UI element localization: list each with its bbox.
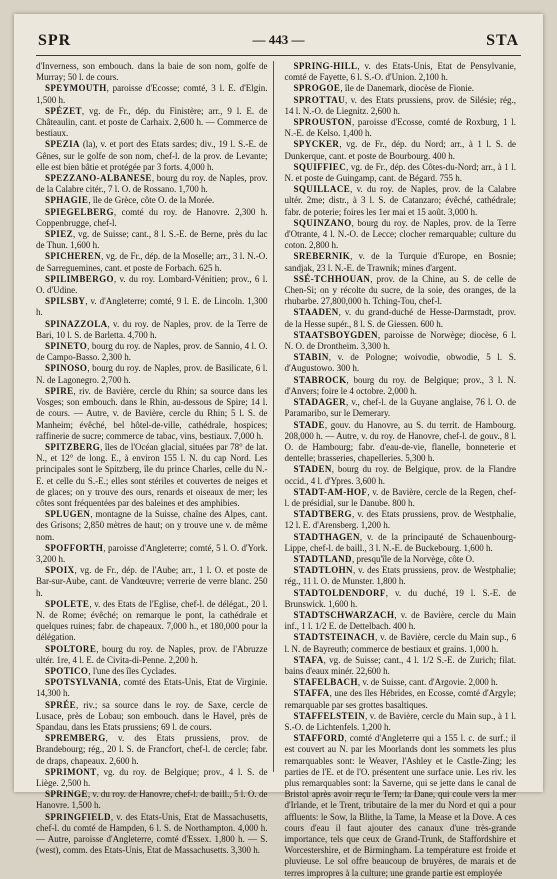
entry-headword: SPRINGE (45, 789, 88, 800)
entry-text: , paroisse d'Angleterre; comté, 5 l. O. d'York. 3,200 h. (36, 542, 268, 564)
entry-headword: SPOTICO (45, 665, 89, 676)
dictionary-entry (36, 565, 268, 599)
dictionary-entry (285, 274, 517, 308)
entry-headword: STAFFA (293, 688, 330, 699)
header-rule (36, 55, 521, 56)
entry-headword: SPICHEREN (45, 251, 102, 262)
dictionary-entry (285, 184, 517, 218)
dictionary-entry (285, 95, 517, 117)
entry-headword: STADAGER (293, 397, 347, 408)
entry-headword: STADTBERG (293, 509, 352, 520)
entry-headword: STADTLOHN (293, 565, 353, 576)
dictionary-entry (285, 61, 517, 83)
entry-text: , gouv. du Hanovre, au S. du territ. de Hambourg. 208,000 h. — Autre, v. du roy. de Hanovre, chef-l. de gouv., 8 l. O. de Hambourg; fabr. d'eau-de-vie, flanelle, bonneterie et dentelle; brasseries, chapelleries. 5,300 h. (284, 419, 516, 464)
dictionary-entry (36, 251, 268, 273)
entry-text: (la), v. et port des Etats sardes; div., 19 l. S.-E. de Gênes, sur le golfe de son nom, chef-l. de la prov. de Levante; elle est bien bâtie et protégée par 3 forts. 4,000 h. (36, 139, 268, 172)
entry-text: , v. de Bavière, cercle du Main sup., 6 l. N. de Bayreuth; commerce de bestiaux et grains. 1,000 h. (284, 632, 516, 654)
dictionary-entry (285, 251, 517, 273)
entry-headword: STAADEN (293, 307, 339, 318)
entry-headword: SQUIFFIEC (293, 161, 347, 172)
entry-headword: SPROGOE (293, 83, 341, 94)
entry-headword: SQUINZANO (293, 217, 352, 228)
entry-text: , v. de Pologne; woivodie, obwodie, 5 l. S. d'Augustowo. 300 h. (284, 352, 516, 374)
entry-headword: SPIEZ (45, 229, 74, 240)
dictionary-page (14, 14, 543, 878)
dictionary-entry (285, 688, 517, 710)
entry-text: , l'une des îles Cyclades. (88, 665, 177, 676)
entry-text: , v. des Etats prussiens, prov. de Brandebourg; rég., 20 l. S. de Francfort, chef-l. de cercle; fabr. de draps, chapeaux. 2,600 h. (36, 733, 268, 766)
dictionary-entry (36, 229, 268, 251)
entry-text: , v. du roy. de Hanovre, chef-l. de baill., 5 l. O. de Hanovre. 1,500 h. (36, 789, 268, 811)
entry-text: , vg. du roy. de Belgique; prov., 4 l. S. de Liège. 2,500 h. (36, 766, 268, 788)
entry-headword: SPITZBERG (45, 441, 101, 452)
entry-headword: STADTHAGEN (293, 531, 360, 542)
entry-text: , vg. de Fr., dép. de l'Aube; arr., 1 l. O. et poste de Bar-sur-Aube, cant. de Vandœuvre; verrerie de verre blanc. 250 h. (36, 565, 268, 598)
entry-headword: STADTSTEINACH (293, 632, 376, 643)
text-columns (36, 61, 521, 878)
dictionary-entry (285, 352, 517, 374)
entry-text: , vg. de Fr., dép. des Côtes-du-Nord; arr., à 1 l. N. et poste de Guingamp, cant. de Bégard. 755 h. (284, 161, 516, 184)
entry-headword: SQUILLACE (293, 184, 351, 195)
entry-headword: STAFELBACH (293, 677, 358, 688)
entry-headword: SPRIMONT (45, 766, 97, 777)
entry-text: , prov. de la Chine, au S. de celle de Chen-Si; on y récolte du sucre, de la soie, des oranges, de la rhubarbe. 27,800,000 h. Tching-Tou, chef-l. (284, 273, 516, 307)
entry-headword: STAFFORD (293, 733, 345, 744)
entry-headword: SPEZIA (45, 139, 80, 150)
entry-text: , v. des Etats prussiens, prov. de Westphalie, 12 l. E. d'Arensberg. 1,200 h. (284, 509, 516, 531)
dictionary-entry (36, 139, 268, 173)
entry-text: , montagne de la Suisse, chaîne des Alpes, cant. des Grisons; 2,850 mètres de haut; on y trouve une v. de même nom. (36, 509, 268, 542)
dictionary-entry (285, 397, 517, 419)
header-left-guide: SPR (38, 32, 72, 49)
dictionary-entry (285, 464, 517, 486)
entry-text: , bourg du roy. de Naples, prov. de la Terre d'Otrante, 4 l. N.-O. de Lecce; clocher remarquable; culture du coton. 2,800 h. (284, 217, 516, 251)
entry-text: , bourg du roy. de Naples, prov. de la Calabre citér., 7 l. O. de Rossano. 1,700 h. (36, 173, 268, 195)
entry-text: , vg. de Fr., dép. du Nord; arr., à 1 l. S. de Dunkerque, cant. et poste de Bourbourg. 400 h. (284, 139, 516, 161)
entry-headword: SPLUGEN (45, 509, 91, 520)
dictionary-entry (36, 274, 268, 296)
entry-text: , vg. de Suisse; cant., 4 l. 1/2 S.-E. de Zurich; filat. bains d'eaux minér. 22,600 h. (284, 654, 516, 676)
entry-text: , v. de la Turquie d'Europe, en Bosnie; sandjak, 23 l. N.-E. de Trawnik; mines d'argent. (284, 251, 516, 273)
entry-text: , comté du roy. de Hanovre. 2,300 h. Coppenbrugge, chef-l. (36, 206, 268, 228)
entry-headword: SPRINGFIELD (45, 811, 111, 822)
entry-headword: SREBERNIK (293, 251, 351, 262)
dictionary-entry (285, 565, 517, 587)
dictionary-entry (36, 341, 268, 363)
entry-text: , comté d'Angleterre qui a 155 l. c. de surf.; il est couvert au N. par les Moorlands dont les sommets les plus remarquables sont: le Weaver, l'Ashley et le Castle-Zing; les parties de l'E. et de l'O. présentent une surface unie. Les riv. les plus remarquables sont: la Saverne, qui se jette dans le canal de Bristol après avoir reçu le Tern; la Dane, qui coule vers la mer d'Irlande, et le Trent, tributaire de la mer du Nord et qui a pour affluents: le Sow, la Blithe, la Tame, la Mease et la Dove. A ces cours d'eau il faut ajouter des canaux d'une très-grande importance, tels que ceux de Grand-Trunk, de Staffordshire et Worcestershire, et de Birmingham. La température est froide et pluvieuse. Le sol offre beaucoup de bruyères, de marais et de terres impropres à la culture; une grande partie est employée (284, 733, 516, 878)
dictionary-entry (36, 296, 268, 318)
dictionary-entry (36, 173, 268, 195)
dictionary-entry (285, 554, 517, 565)
dictionary-entry (36, 319, 268, 341)
entry-text: , paroisse de Norwège; diocèse, 6 l. N. O. de Drontheim. 3,300 h. (284, 329, 516, 352)
entry-headword: STADEN (293, 464, 332, 475)
entry-text: , vg. de Fr., dép. du Finistère; arr., 9 l. E. de Châteaulin, cant. et poste de Carhaix. 2,600 h. — Commerce de bestiaux. (36, 105, 268, 139)
dictionary-entry (36, 386, 268, 442)
dictionary-entry (285, 677, 517, 688)
entry-headword: SPINAZZOLA (45, 318, 108, 329)
page-header (38, 32, 519, 52)
entry-text: , v. des Etats-Unis, Etat de Massachusetts, chef-l. du comté de Hampden, 6 l. S. de Northampton. 4,000 h. — Autre, paroisse d'Angleterre, comté d'Essex. 1,800 h. — S. (west), comm. des Etats-Unis, Etat de Massachusetts. 3,300 h. (36, 811, 268, 856)
entry-text: , paroisse d'Ecosse, comté de Roxburg, 1 l. N.-E. de Kelso. 1,400 h. (284, 117, 516, 139)
entry-headword: STADTSCHWARZACH (293, 609, 395, 620)
dictionary-entry (36, 442, 268, 509)
dictionary-entry (285, 139, 517, 161)
entry-text: , v. des Etats-Unis, Etat de Pensylvanie, comté de Fayette, 6 l. S.-O. d'Union. 2,100 h. (284, 61, 516, 83)
entry-headword: SPEZZANO-ALBANESE (45, 173, 152, 184)
dictionary-entry (285, 162, 517, 184)
dictionary-entry (36, 700, 268, 734)
entry-text: , v. du duché, 19 l. S.-E. de Brunswick. 1,600 h. (284, 587, 516, 609)
dictionary-entry (36, 83, 268, 105)
entry-text: , bourg du roy. de Belgique; prov., 3 l. N. d'Anvers; foire le 4 octobre. 2,000 h. (284, 374, 516, 396)
dictionary-entry (36, 789, 268, 811)
entry-headword: SPIRE (45, 385, 74, 396)
entry-text: , v. de Suisse, cant. d'Argovie. 2,000 h. (357, 677, 498, 688)
entry-headword: STAATSBOYGDEN (293, 329, 378, 340)
dictionary-entry (285, 117, 517, 139)
dictionary-entry (36, 599, 268, 644)
dictionary-entry (36, 195, 268, 206)
entry-headword: SSÉ-TCHHOUAN (293, 273, 371, 284)
dictionary-entry (285, 632, 517, 654)
entry-text: , v. de Bavière, cercle du Main sup., à 1 l. S.-O. de Lichtenfels. 1,200 h. (284, 710, 516, 732)
dictionary-entry (36, 812, 268, 857)
dictionary-entry (285, 487, 517, 509)
entry-text: , v. du roy. de Naples, prov. de la Calabre ultér. 2me; distr., à 3 l. S. de Catanzaro; évêché, cathédrale; fabr. de poterie; foires les 1er mai et 15 août. 3,000 h. (284, 184, 516, 217)
entry-text: , v. d'Angleterre; comté, 9 l. E. de Lincoln. 1,300 h. (36, 296, 268, 318)
dictionary-entry (285, 83, 517, 94)
dictionary-entry (285, 330, 517, 352)
entry-headword: STADTOLDENDORF (293, 587, 386, 598)
entry-text: , v. de Bavière, cercle de la Regen, chef-l. de présidial, sur le Danube. 800 h. (284, 486, 516, 508)
entry-text: , bourg du roy. de Naples, prov. de l'Abruzze ultér. 1re, 4 l. E. de Civita-di-Penne. 2,200 h. (36, 643, 268, 665)
dictionary-entry (36, 106, 268, 140)
entry-text: , vg. de Fr., dép. de la Moselle; arr., 3 l. N.-O. de Sarreguemines, cant. et poste de Forbach. 625 h. (36, 251, 268, 273)
entry-text: , v. du roy. de Naples, prov. de la Terre de Bari, 10 l. S. de Barletta. 4,700 h. (36, 318, 268, 340)
entry-headword: SPROUSTON (293, 117, 352, 128)
entry-headword: SPILIMBERGO (45, 273, 114, 284)
entry-text: , v. du grand-duché de Hesse-Darmstadt, prov. de la Hesse supér., 8 l. S. de Giessen. 600 h. (284, 307, 516, 329)
dictionary-entry (285, 711, 517, 733)
page-number: — 443 — (252, 32, 305, 47)
entry-headword: SPRING-HILL (293, 61, 358, 71)
entry-headword: SPINETO (45, 341, 88, 352)
entry-headword: STAFA (293, 654, 324, 665)
entry-text: , v. des Etats de l'Eglise, chef-l. de délégat., 20 l. N. de Rome; évêché; on remarque le pont, la cathédrale et quelques ruines; fabr. de chapeaux. 7,000 h., et 180,000 pour la délégation. (36, 598, 268, 643)
dictionary-entry (36, 677, 268, 699)
entry-headword: STAFFELSTEIN (293, 710, 366, 721)
dictionary-entry (285, 509, 517, 531)
entry-headword: SPEYMOUTH (45, 83, 107, 94)
entry-text: , une des îles Hébrides, en Ecosse, comté d'Argyle; remarquable par ses grottes basaltiques. (284, 688, 516, 710)
entry-headword: SPHAGIE (45, 195, 89, 206)
entry-text: , v. de Bavière, cercle du Main inf., 1 l. 1/2 E. de Dettelbach. 400 h. (284, 609, 516, 632)
entry-headword: SPINOSO (45, 363, 88, 374)
entry-text: , paroisse d'Ecosse; comté, 3 l. E. d'Elgin. 1,500 h. (36, 83, 268, 105)
entry-headword: STADTLAND (293, 553, 352, 564)
entry-text: , v. des Etats prussiens, prov. de Westphalie; rég., 11 l. O. de Munster. 1,800 h. (284, 565, 516, 587)
entry-text: , v., chef-l. de la Guyane anglaise, 76 l. O. de Paramaribo, sur le Demerary. (284, 397, 516, 419)
entry-headword: STABROCK (293, 374, 347, 385)
dictionary-entry (285, 307, 517, 329)
dictionary-entry (36, 207, 268, 229)
dictionary-entry (36, 363, 268, 385)
entry-headword: SPOLETE (45, 598, 90, 609)
entry-text: , v. des Etats prussiens, prov. de Silésie; rég., 14 l. N.-O. de Liegnitz. 2,600 h. (284, 94, 516, 116)
dictionary-entry (36, 644, 268, 666)
entry-text: d'Inverness, son embouch. dans la baie de son nom, golfe de Murray; 50 l. de cours. (36, 61, 268, 83)
entry-text: , vg. de Suisse; cant., 8 l. S.-E. de Berne, près du lac de Thun. 1,600 h. (36, 229, 268, 251)
entry-text: , bourg du roy. de Naples, prov. de Basilicate, 6 l. N. de Lagonegro. 2,700 h. (36, 363, 268, 385)
dictionary-entry (285, 420, 517, 465)
dictionary-entry (36, 666, 268, 677)
dictionary-entry (36, 767, 268, 789)
dictionary-entry (36, 543, 268, 565)
entry-headword: SPIEGELBERG (45, 206, 114, 217)
dictionary-entry (36, 61, 268, 83)
left-column (36, 61, 273, 856)
dictionary-entry (36, 509, 268, 543)
dictionary-entry (36, 733, 268, 767)
entry-headword: SPOFFORTH (45, 542, 104, 553)
header-right-guide: STA (486, 32, 519, 49)
dictionary-entry (285, 218, 517, 252)
right-column (280, 61, 517, 878)
entry-text: , presqu'île de la Norvège, côte O. (351, 553, 475, 564)
column-divider (273, 61, 274, 772)
entry-text: , bourg du roy. de Belgique, prov. de la Flandre occid., 4 l. d'Ypres. 3,600 h. (284, 464, 516, 486)
entry-headword: STABIN (293, 352, 329, 363)
entry-text: , v. de la principauté de Schauenbourg-Lippe, chef-l. de baill., 3 l. N.-E. de Buckebourg. 1,600 h. (284, 531, 516, 553)
entry-text: , île de Grèce, côte O. de la Morée. (88, 195, 215, 206)
entry-headword: SPRÉE (45, 699, 77, 710)
entry-text: , riv. de Bavière, cercle du Rhin; sa source dans les Vosges; son embouch. dans le Rhin, au-dessous de Spire; 14 l. de cours. — Autre, v. de Bavière, cercle du Rhin; 5 l. S. de Manheim; évêché, bel hôtel-de-ville, cathédrale, hospices; raffinerie de sucre; commerce de tabac, vins, bestiaux. 7,000 h. (36, 385, 268, 441)
entry-headword: SPOIX (45, 565, 75, 576)
entry-headword: SPYCKER (293, 139, 340, 150)
dictionary-entry (285, 733, 517, 879)
entry-text: , comté des Etats-Unis, Etat de Virginie. 14,300 h. (36, 677, 268, 699)
entry-headword: SPROTTAU (293, 94, 346, 105)
entry-headword: SPOTSYLVANIA (45, 677, 119, 688)
dictionary-entry (285, 588, 517, 610)
dictionary-entry (285, 375, 517, 397)
dictionary-entry (285, 655, 517, 677)
entry-text: , île de Danemark, diocèse de Fionie. (340, 83, 475, 94)
entry-text: , bourg du roy. de Naples, prov. de Sannio, 4 l. O. de Campo-Basso. 2,300 h. (36, 341, 268, 363)
entry-headword: STADE (293, 419, 325, 430)
entry-headword: STADT-AM-HOF (293, 486, 368, 497)
dictionary-entry (285, 532, 517, 554)
entry-headword: SPILSBY (45, 296, 86, 307)
dictionary-entry (285, 610, 517, 632)
entry-headword: SPOLTORE (45, 643, 97, 654)
entry-headword: SPREMBERG (45, 733, 106, 744)
entry-text: , v. du roy. Lombard-Vénitien; prov., 6 l. O. d'Udine. (36, 273, 268, 296)
entry-text: , îles de l'Océan glacial, situées par 78° de lat. N., et 12° de long. E., à environ 155 l. N. du cap Nord. Les principales sont le Spitzberg, île du prince Charles, celle du N.-E. et celle du S.-E.; elles sont stériles et couvertes de neiges et de glaces; on y trouve des ours, renards et oiseaux de mer; les côtes sont fréquentées par des baleines et des amphibies. (36, 441, 268, 508)
entry-headword: SPÉZET (45, 105, 82, 116)
entry-text: , riv.; sa source dans le roy. de Saxe, cercle de Lusace, près de Lobau; son embouch. dans le Havel, près de Spandau, dans les Etats prussiens; 69 l. de cours. (36, 699, 268, 732)
